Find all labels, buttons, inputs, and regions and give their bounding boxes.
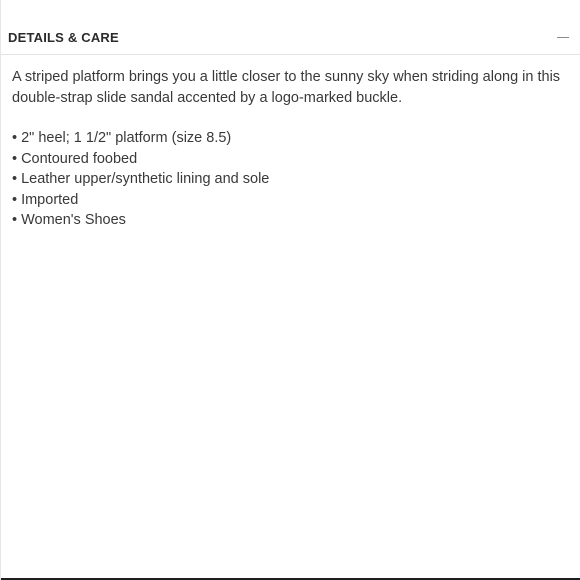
feature-item: [12, 128, 567, 149]
feature-text: Imported: [21, 191, 79, 208]
bullet-glyph: •: [12, 191, 18, 208]
feature-item: [12, 190, 567, 211]
product-details-panel: [1, 0, 580, 580]
feature-item: [12, 169, 567, 190]
feature-text: Leather upper/synthetic lining and sole: [21, 171, 270, 187]
product-description: A striped platform brings you a little closer to the sunny sky when striding along in this double-strap slide sandal accented by a logo-marked buckle.: [12, 69, 561, 106]
details-care-title: DETAILS & CARE: [8, 29, 119, 45]
feature-item: [12, 210, 567, 231]
feature-list: [12, 128, 567, 231]
feature-text: Women's Shoes: [21, 212, 126, 228]
feature-text: Contoured foobed: [21, 150, 138, 167]
bullet-glyph: •: [12, 212, 18, 228]
feature-item: [12, 149, 567, 170]
bullet-glyph: •: [12, 150, 18, 167]
details-care-content: [12, 67, 567, 231]
bullet-glyph: •: [12, 130, 18, 146]
feature-text: 2" heel; 1 1/2" platform (size 8.5): [21, 130, 232, 146]
minus-icon[interactable]: [557, 37, 569, 38]
details-care-accordion-header[interactable]: [1, 20, 580, 55]
bullet-glyph: •: [12, 171, 18, 187]
